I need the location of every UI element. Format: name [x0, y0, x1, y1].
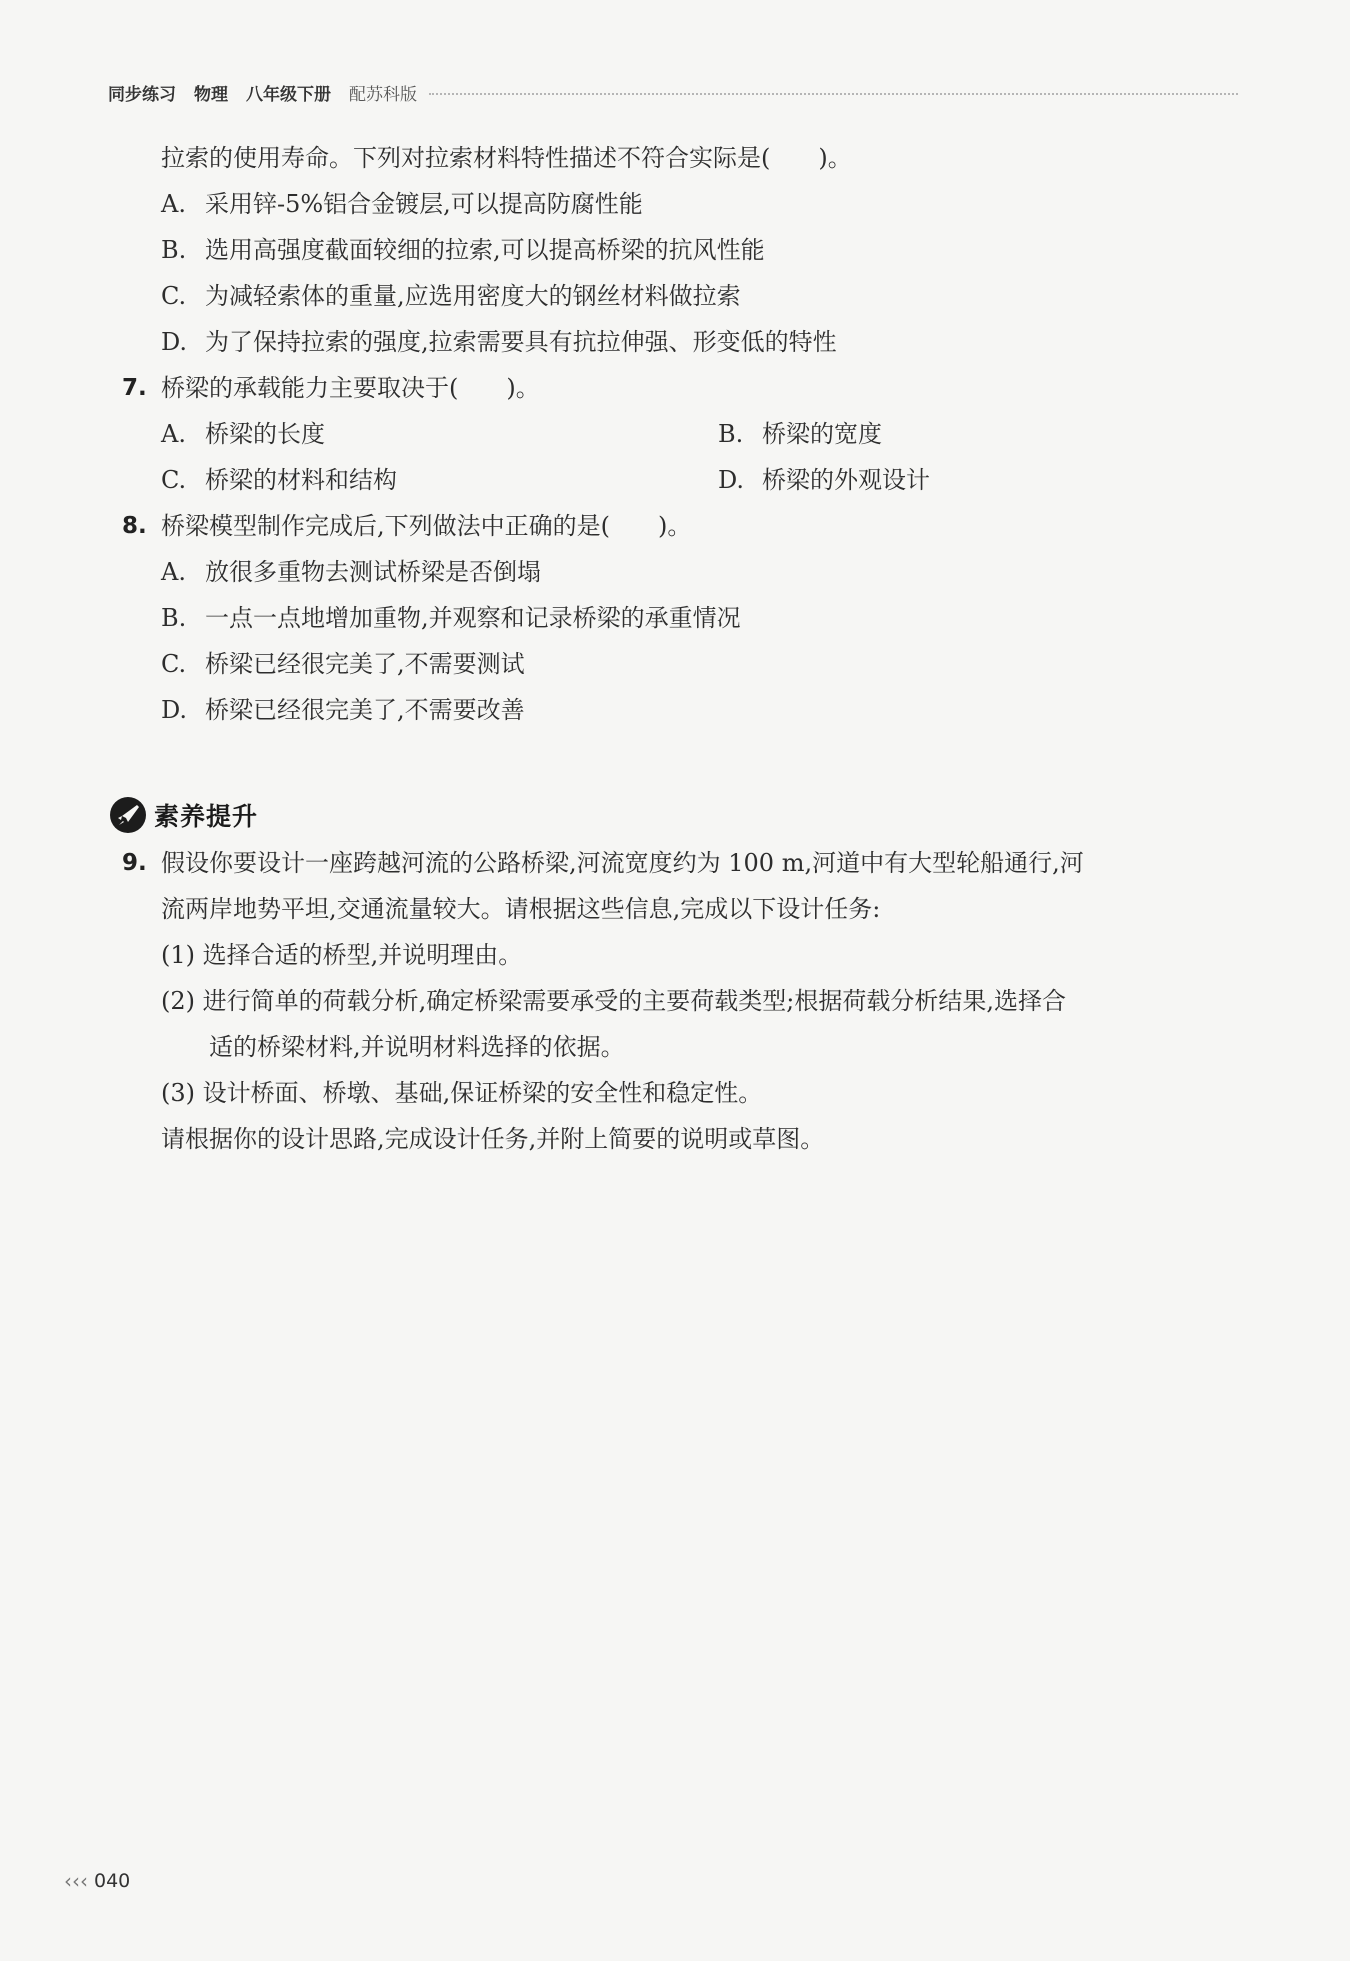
- header-edition: 配苏科版: [349, 84, 417, 105]
- option-text: 桥梁已经很完美了,不需要测试: [205, 650, 525, 678]
- q7-stem: 桥梁的承载能力主要取决于( )。: [161, 374, 540, 402]
- q8-stem: 桥梁模型制作完成后,下列做法中正确的是( )。: [161, 512, 692, 540]
- option-text: 选用高强度截面较细的拉索,可以提高桥梁的抗风性能: [205, 236, 765, 264]
- q6-option-c: [161, 280, 741, 312]
- option-text: 采用锌-5%铝合金镀层,可以提高防腐性能: [205, 190, 643, 218]
- option-letter: B.: [161, 236, 187, 264]
- section-header: [110, 795, 258, 835]
- q9-number: 9.: [122, 850, 147, 876]
- q7-option-b: [718, 418, 882, 450]
- q8-option-a: [161, 556, 541, 588]
- header-subject: 物理: [194, 84, 228, 105]
- option-letter: A.: [161, 558, 186, 586]
- option-letter: B.: [161, 604, 187, 632]
- option-text: 一点一点地增加重物,并观察和记录桥梁的承重情况: [205, 604, 741, 632]
- q9-task-3: (3) 设计桥面、桥墩、基础,保证桥梁的安全性和稳定性。: [161, 1079, 763, 1107]
- q9-task-2-line2: 适的桥梁材料,并说明材料选择的依据。: [209, 1033, 625, 1061]
- option-text: 桥梁的外观设计: [762, 466, 930, 494]
- option-text: 桥梁的长度: [205, 420, 325, 448]
- q8-number: 8.: [122, 513, 147, 539]
- option-text: 为减轻索体的重量,应选用密度大的钢丝材料做拉索: [205, 282, 741, 310]
- page-footer: [64, 1866, 130, 1896]
- q7-option-d: [718, 464, 930, 496]
- q9-task-1: (1) 选择合适的桥型,并说明理由。: [161, 941, 523, 969]
- header-series: 同步练习: [108, 84, 176, 105]
- option-letter: A.: [161, 420, 186, 448]
- q6-stem-tail: 拉索的使用寿命。下列对拉索材料特性描述不符合实际是( )。: [161, 144, 852, 172]
- q8-option-d: [161, 694, 525, 726]
- page-number: 040: [94, 1870, 131, 1892]
- section-title: 素养提升: [154, 802, 259, 831]
- option-letter: D.: [718, 466, 745, 494]
- header-grade: 八年级下册: [246, 84, 331, 105]
- q6-option-a: [161, 188, 643, 220]
- q8-option-c: [161, 648, 525, 680]
- option-letter: C.: [161, 466, 187, 494]
- header-dotted-rule: [429, 93, 1238, 95]
- rocket-icon: [110, 797, 146, 833]
- option-letter: A.: [161, 190, 186, 218]
- q6-option-b: [161, 234, 765, 266]
- option-text: 放很多重物去测试桥梁是否倒塌: [205, 558, 541, 586]
- chevron-left-icon: ‹‹‹: [64, 1869, 88, 1893]
- q6-option-d: [161, 326, 837, 358]
- page-header: [108, 76, 1238, 108]
- q7-option-c: [161, 464, 397, 496]
- option-letter: C.: [161, 282, 187, 310]
- q8-option-b: [161, 602, 741, 634]
- option-text: 桥梁已经很完美了,不需要改善: [205, 696, 525, 724]
- q9-task-2-line1: (2) 进行简单的荷载分析,确定桥梁需要承受的主要荷载类型;根据荷载分析结果,选择合: [161, 987, 1066, 1015]
- option-letter: C.: [161, 650, 187, 678]
- option-text: 桥梁的宽度: [762, 420, 882, 448]
- q9-stem-line2: 流两岸地势平坦,交通流量较大。请根据这些信息,完成以下设计任务:: [161, 895, 881, 923]
- option-text: 为了保持拉索的强度,拉索需要具有抗拉伸强、形变低的特性: [205, 328, 837, 356]
- q9-closing: 请根据你的设计思路,完成设计任务,并附上简要的说明或草图。: [161, 1125, 825, 1153]
- option-letter: D.: [161, 328, 188, 356]
- option-letter: D.: [161, 696, 188, 724]
- option-text: 桥梁的材料和结构: [205, 466, 397, 494]
- option-letter: B.: [718, 420, 744, 448]
- q9-stem-line1: 假设你要设计一座跨越河流的公路桥梁,河流宽度约为 100 m,河道中有大型轮船通行,河: [161, 849, 1084, 877]
- q7-number: 7.: [122, 375, 147, 401]
- q7-option-a: [161, 418, 325, 450]
